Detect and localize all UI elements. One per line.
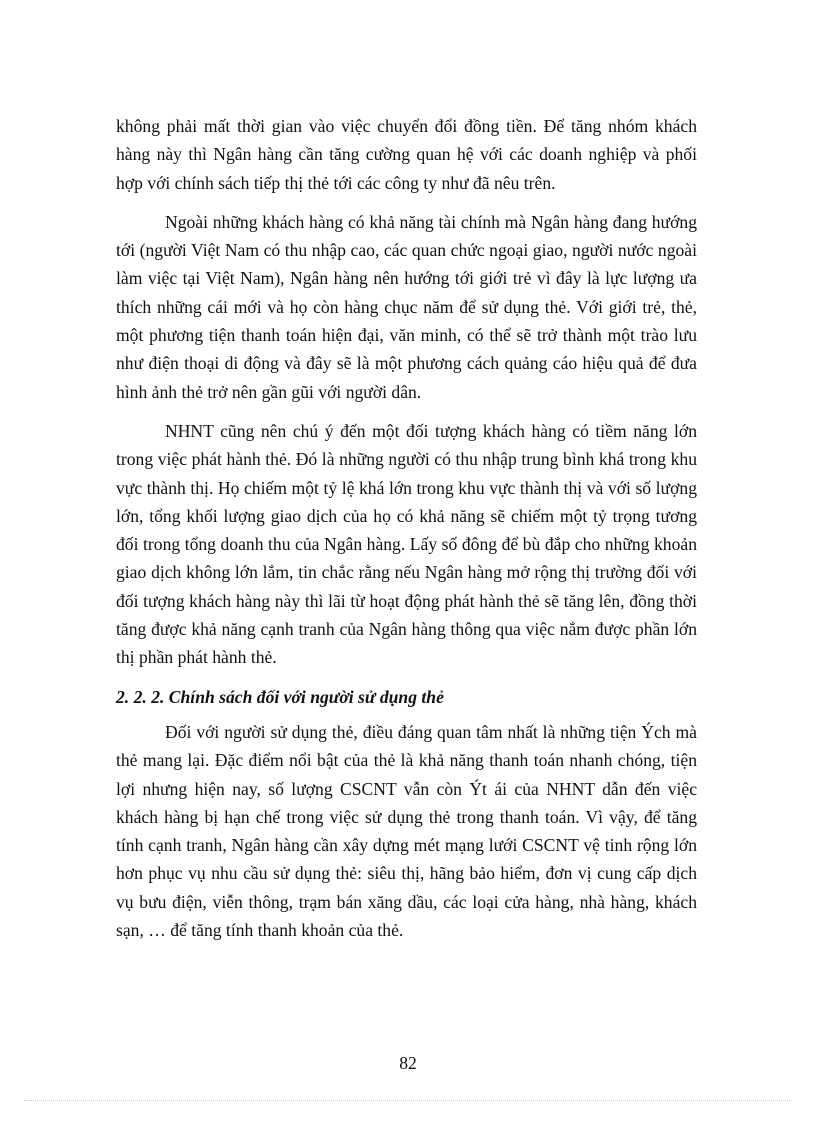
- page-content: [116, 112, 697, 955]
- paragraph-card-users: Đối với người sử dụng thẻ, điều đáng quan tâm nhất là những tiện Ých mà thẻ mang lại. Đặc điểm nổi bật của thẻ là khả năng thanh toán nhanh chóng, tiện lợi nhưng hiện nay, số lượng CSCNT vẫn còn Ýt ái của NHNT dẫn đến việc khách hàng bị hạn chế trong việc sử dụng thẻ trong thanh toán. Vì vậy, để tăng tính cạnh tranh, Ngân hàng cần xây dựng mét mạng lưới CSCNT vệ tinh rộng lớn hơn phục vụ nhu cầu sử dụng thẻ: siêu thị, hãng bảo hiểm, đơn vị cung cấp dịch vụ bưu điện, viễn thông, trạm bán xăng dầu, các loại cửa hàng, nhà hàng, khách sạn, … để tăng tính thanh khoản của thẻ.: [116, 721, 697, 941]
- paragraph-young-customers: Ngoài những khách hàng có khả năng tài chính mà Ngân hàng đang hướng tới (người Việt Nam có thu nhập cao, các quan chức ngoại giao, người nước ngoài làm việc tại Việt Nam), Ngân hàng nên hướng tới giới trẻ vì đây là lực lượng ưa thích những cái mới và họ còn hàng chục năm để sử dụng thẻ. Với giới trẻ, thẻ, một phương tiện thanh toán hiện đại, văn minh, có thể sẽ trở thành một trào lưu như điện thoại di động và đây sẽ là một phương cách quảng cáo hiệu quả để đưa hình ảnh thẻ trở nên gần gũi với người dân.: [116, 211, 697, 402]
- page-number: 82: [399, 1053, 417, 1073]
- paragraph-continuation: không phải mất thời gian vào việc chuyển đổi đồng tiền. Để tăng nhóm khách hàng này thì Ngân hàng cần tăng cường quan hệ với các doanh nghiệp và phối hợp với chính sách tiếp thị thẻ tới các công ty như đã nêu trên.: [116, 116, 697, 193]
- section-heading: 2. 2. 2. Chính sách đối với người sử dụng thẻ: [116, 686, 444, 707]
- bottom-divider: [24, 1100, 792, 1101]
- paragraph-middle-income: NHNT cũng nên chú ý đến một đối tượng khách hàng có tiềm năng lớn trong việc phát hành thẻ. Đó là những người có thu nhập trung bình khá trong khu vực thành thị. Họ chiếm một tỷ lệ khá lớn trong khu vực thành thị và với số lượng lớn, tổng khối lượng giao dịch của họ có khả năng sẽ chiếm một tỷ trọng tương đối trong tổng doanh thu của Ngân hàng. Lấy số đông để bù đắp cho những khoản giao dịch không lớn lắm, tin chắc rằng nếu Ngân hàng mở rộng thị trường đối với đối tượng khách hàng này thì lãi từ hoạt động phát hành thẻ sẽ tăng lên, đồng thời tăng được khả năng cạnh tranh của Ngân hàng thông qua việc nắm được phần lớn thị phần phát hành thẻ.: [116, 420, 697, 668]
